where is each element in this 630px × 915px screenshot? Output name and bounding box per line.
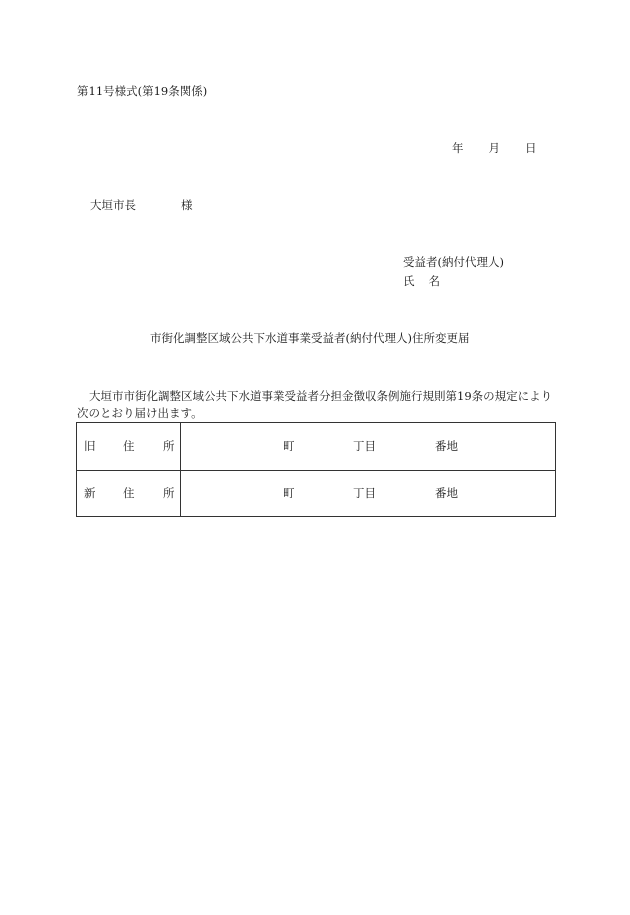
address-table bbox=[76, 422, 556, 517]
old-address-town-label: 町 bbox=[283, 439, 295, 453]
new-address-label-char: 所 bbox=[163, 486, 175, 500]
new-address-label-char: 住 bbox=[123, 486, 135, 500]
new-address-town-label: 町 bbox=[283, 486, 295, 500]
applicant-name-char-1: 氏 bbox=[403, 274, 415, 288]
applicant-name-char-2: 名 bbox=[428, 274, 440, 288]
date-year-label: 年 bbox=[452, 141, 464, 155]
body-text-content: 大垣市市街化調整区域公共下水道事業受益者分担金徴収条例施行規則第19条の規定により次のとおり届け出ます。 bbox=[77, 389, 553, 420]
addressee-name: 大垣市長 bbox=[90, 198, 136, 212]
form-number: 第11号様式(第19条関係) bbox=[77, 84, 208, 98]
applicant-title: 受益者(納付代理人) bbox=[403, 255, 504, 269]
addressee-honorific: 様 bbox=[181, 198, 193, 212]
new-address-banchi-label: 番地 bbox=[435, 486, 458, 500]
table-row-old-address bbox=[77, 423, 555, 471]
addressee bbox=[90, 200, 193, 212]
date-line bbox=[452, 143, 537, 155]
new-address-label bbox=[77, 470, 181, 517]
old-address-banchi-label: 番地 bbox=[435, 439, 458, 453]
old-address-label-char: 所 bbox=[163, 439, 175, 453]
new-address-chome-label: 丁目 bbox=[353, 486, 376, 500]
new-address-label-char: 新 bbox=[84, 486, 96, 500]
document-title: 市街化調整区域公共下水道事業受益者(納付代理人)住所変更届 bbox=[150, 331, 470, 345]
body-text bbox=[77, 388, 557, 422]
old-address-label-char: 旧 bbox=[84, 439, 96, 453]
old-address-label bbox=[77, 423, 181, 470]
applicant-name-label bbox=[403, 276, 440, 288]
date-month-label: 月 bbox=[488, 141, 500, 155]
old-address-chome-label: 丁目 bbox=[353, 439, 376, 453]
table-row-new-address bbox=[77, 470, 555, 517]
old-address-label-char: 住 bbox=[123, 439, 135, 453]
date-day-label: 日 bbox=[525, 141, 537, 155]
